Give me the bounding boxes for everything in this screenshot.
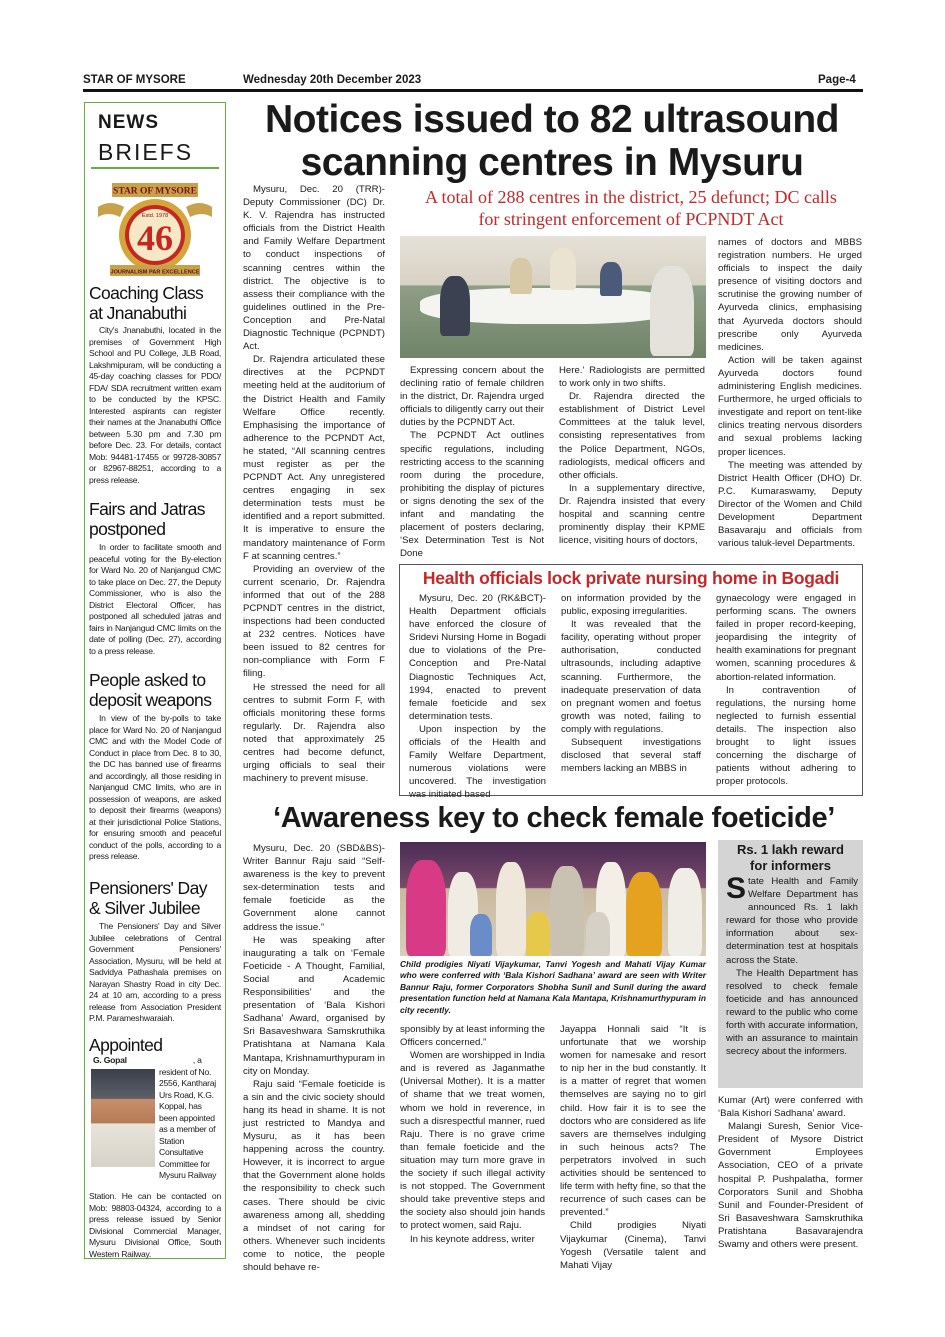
- briefs-title-news: NEWS: [98, 112, 159, 133]
- reward-body: State Health and Family Welfare Department has announced Rs. 1 lakh reward for those who provide information about sex-determination test at hospitals across the State. The Health Department has resolved to check female foeticide and has announced reward to the public who come forth with accurate information, with an assurance to maintain secrecy about the informers.: [726, 872, 858, 1058]
- brief-body: In view of the by-polls to take place for Ward No. 20 of Nanjangud CMC and with the Model Code of Conduct in place from Dec. 8 to 30, the DC has banned use of firearms and accordingly, all those residing in Nanjangud CMC limits, who are in possession of weapons, are asked to deposit their firearms (weapons) at their jurisdictional Police Stations, for ensuring smooth and peaceful conduct of the polls, according to a press release.: [89, 713, 221, 861]
- appointed-body-wrap: [93, 1055, 220, 1182]
- second-article-col3: Jayappa Honnali said “It is unfortunate that we worship women for namesake and resort to nip her in the bud constantly. It is a matter of regret that women themselves are saying no to girl child. How fair it is to see the doctors who are considered as life savers are themselves indulging in such heinous acts? The perpetrators involved in such activities should be sentenced to life term with hefty fine, so that the recurrence of such cases can be prevented.” Child prodigies Niyati Vijaykumar (Cinema), Tanvi Yogesh (Versatile talent and Mahati Vijay: [560, 1024, 706, 1271]
- brief-heading: Fairs and Jatras postponed: [89, 499, 205, 539]
- main-headline-line1: Notices issued to 82 ultrasound: [265, 98, 839, 141]
- award-photo-caption: Child prodigies Niyati Vijaykumar, Tanvi Yogesh and Mahati Vijay Kumar who were conferred with ‘Bala Kishori Sadhana’ award are seen with Writer Bannur Raju, former Corporators Shobha Sunil and Sunil during the award presentation function held at Namana Kala Mantapa, Krishnamurthypuram in city recently.: [400, 959, 706, 1015]
- reward-box: [718, 840, 863, 1088]
- briefs-title-briefs: BRIEFS: [98, 139, 194, 165]
- reward-dropcap: S: [726, 872, 747, 905]
- box-col2: on information provided by the public, exposing irregularities. It was revealed that the facility, operating without proper authorisation, conducted ultrasounds, including adaptive scanning. Furthermore, the inadequate preservation of data on pregnant women and foetus growth was noted, failing to comply with regulations. Subsequent investigations disclosed that several staff members lacking an MBBS in: [561, 593, 701, 775]
- brief-heading: Coaching Class at Jnanabuthi: [89, 283, 204, 323]
- main-article-col2: Expressing concern about the declining ratio of female children in the district, Dr. Rajendra urged officials to diligently carry out their duties by the PCPNDT Act. The PCPNDT Act outlines specific regulations, including restricting access to the scanning room during the procedure, prohibiting the display of pictures or signs denoting the sex of the infant and mandating the placement of posters declaring, ‘Sex Determination Test is Not Done: [400, 365, 544, 560]
- appointed-body-2: Station. He can be contacted on Mob: 98803-04324, according to a press release issued by Senior Divisional Commercial Manager, Mysuru Divisional Office, South Western Railway.: [89, 1191, 221, 1259]
- main-subhead-line2: for stringent enforcement of PCPNDT Act: [478, 209, 784, 229]
- main-headline-line2: scanning centres in Mysuru: [300, 141, 804, 184]
- reward-heading-2: for informers: [750, 858, 831, 873]
- anniversary-logo: [90, 177, 220, 282]
- nursing-home-box: [399, 564, 863, 801]
- issue-date: Wednesday 20th December 2023: [243, 74, 422, 86]
- logo-top-text: STAR OF MYSORE: [113, 186, 197, 197]
- main-subhead-line1: A total of 288 centres in the district, 25 defunct; DC calls: [425, 187, 837, 207]
- logo-number: 46: [137, 218, 173, 258]
- main-article-col3: Here.’ Radiologists are permitted to work only in two shifts. Dr. Rajendra directed the establishment of District Level Committees at the taluk level, consisting representatives from the Police Department, NGOs, radiologists, medical officers and other officials. In a supplementary directive, Dr. Rajendra insisted that every hospital and scanning centre prominently display their KPME licence, visiting hours of doctors,: [559, 365, 705, 547]
- box-col3: gynaecology were engaged in performing scans. The owners failed in proper record-keeping, jeopardising the integrity of health examinations for pregnant women, scanning procedures & abortion-related information. In contravention of regulations, the nursing home neglected to furnish essential details. The inspection also brought to light issues concerning the discharge of patients without adhering to proper protocols.: [716, 593, 856, 788]
- logo-estd-text: Estd. 1978: [141, 213, 169, 219]
- appointed-body-1: , a resident of No. 2556, Kantharaj Urs Road, K.G. Koppal, has been appointed as a member of Station Consultative Committee for Mysuru Railway: [159, 1055, 217, 1180]
- meeting-photo: [400, 236, 706, 358]
- reward-heading-1: Rs. 1 lakh reward: [737, 842, 844, 857]
- second-article-col2: sponsibly by at least informing the Officers concerned.” Women are worshipped in India and is revered as Jaganmathe (Universal Mother). It is a matter of shame that we treat women, whom we hold in reverence, in such a disrespectful manner, rued Raju. There is no grave crime than female foeticide and the situation may turn more grave in the society if such illegal activity is not stopped. The Government should take preventive steps and the society also should join hands to protect women, said Raju. In his keynote address, writer: [400, 1024, 545, 1245]
- brief-heading: People asked to deposit weapons: [89, 670, 212, 710]
- main-article-col1: Mysuru, Dec. 20 (TRR)- Deputy Commissioner (DC) Dr. K. V. Rajendra has instructed officials from the District Health and Family Welfare Department to conduct inspections of scanning centres within the district. The objective is to assess their compliance with the guidelines outlined in the Pre-Conception and Pre-Natal Diagnostic Technique (PCPNDT) Act. Dr. Rajendra articulated these directives at the PCPNDT meeting held at the auditorium of the District Health and Family Welfare Office recently. Emphasising the importance of adherence to the PCPNDT Act, he stated, “All scanning centres must register as per the PCPNDT Act. Any unregistered centres engaging in sex determination tests must be identified and a report submitted. It is imperative to ensure the mandatory maintenance of Form F at scanning centres.” Providing an overview of the current scenario, Dr. Rajendra informed that out of the 288 PCPNDT centres in the district, inspections had been conducted at 232 centres. Notices have been issued to 82 centres for non-compliance with Form F filing. He stressed the need for all centres to submit Form F, with officials monitoring these forms regularly. Dr. Rajendra also noted that approximately 25 centres had become defunct, urging officials to seal their machinery to prevent misuse.: [243, 184, 385, 785]
- brief-body: In order to facilitate smooth and peaceful voting for the By-election for Ward No. 20 of Nanjangud CMC to take place on Dec. 27, the Deputy Commissioner, who is also the District Electoral Officer, has postponed all scheduled jatras and fairs in Nanjangud CMC limits on the date of polling (Dec. 27), according to a press release.: [89, 542, 221, 656]
- second-article-col1: Mysuru, Dec. 20 (SBD&BS)- Writer Bannur Raju said “Self-awareness is the key to prevent sex-determination tests and female foeticide as the Government alone cannot address the issue.” He was speaking after inaugurating a talk on ‘Female Foeticide - A Thought, Familial, Social and Academic Responsibilities’ and the presentation of ‘Bala Kishori Sadhana’ Award, organised by Sri Basaveshwara Samskruthika Pratishtana at Namana Kala Mantapa, Krishnamurthypuram in city on Monday. Raju said “Female foeticide is a sin and the civic society should hang its head in shame. It is not just restricted to Mandya and Mysuru, as it has been happening across the country. However, it is incorrect to argue that the Government alone holds the responsibility to check such cases. There should be civic awareness among all, shedding a mindset of not caring for others. Whenever such incidents come to notice, the people should behave re-: [243, 843, 385, 1273]
- appointee-name: G. Gopal: [93, 1055, 127, 1065]
- header-rule: [83, 89, 863, 92]
- brief-heading: Pensioners' Day & Silver Jubilee: [89, 878, 207, 918]
- box-headline: Health officials lock private nursing home in Bogadi: [422, 568, 840, 588]
- brief-body: The Pensioners' Day and Silver Jubilee celebrations of Central Government Pensioners' Association, Mysuru, will be held at Sadvidya Pathashala premises on Narayan Shastry Road in city Dec. 24 at 10 am, according to a press release from Association President P.M. Parameshwaraiah.: [89, 921, 221, 1023]
- masthead-name: STAR OF MYSORE: [83, 74, 186, 86]
- briefs-title-rule: [91, 167, 219, 169]
- award-photo: [400, 842, 706, 956]
- page-number: Page-4: [818, 74, 856, 86]
- main-article-col4: names of doctors and MBBS registration numbers. He urged officials to inspect the daily presence of visiting doctors and scrutinise the growing number of Ayurveda clinics, emphasising that Ayurveda doctors should prescribe only Ayurveda medicines. Action will be taken against Ayurveda doctors found administering English medicines. Furthermore, he urged officials to investigate and report on tent-like clinics treating nervous disorders and sexual problems lacking proper licences. The meeting was attended by District Health Officer (DHO) Dr. P.C. Kumaraswamy, Deputy Director of the Women and Child Development Department Basavaraju and officials from various taluk-level Departments.: [718, 237, 862, 550]
- news-briefs-sidebar: [84, 102, 226, 1259]
- second-article-col4: Kumar (Art) were conferred with ‘Bala Kishori Sadhana’ award. Malangi Suresh, Senior Vice-President of Mysore District Government Employees Association, CEO of a private hospital P. Pushpalatha, former Corporators Sunil and Shobha Sunil and Founder-President of Sri Basaveshwara Samskruthika Pratishtana Basavarajendra Swamy and others were present.: [718, 1095, 863, 1251]
- brief-body: City's Jnanabuthi, located in the premises of Government High School and PU College, JLB Road, Lakshmipuram, will be conducting a 45-day coaching classes for PDO/ FDA/ SDA recruitment written exam to be conducted by the KPSC. Interested aspirants can register their names at the Jnanabuthi Office between 5.30 pm and 7.30 pm before Dec. 23. For details, contact Mob: 94481-17455 or 99728-30857 or 82967-88251, according to a press release.: [89, 325, 221, 485]
- second-headline: ‘Awareness key to check female foeticide’: [273, 802, 835, 834]
- appointed-heading: Appointed: [89, 1035, 163, 1055]
- appointee-photo: [91, 1069, 155, 1167]
- logo-bottom-text: JOURNALISM PAR EXCELLENCE: [110, 269, 200, 276]
- box-col1: Mysuru, Dec. 20 (RK&BCT)- Health Department officials have enforced the closure of Sridevi Nursing Home in Bogadi due to violations of the Pre-Conception and Pre-Natal Diagnostic Techniques Act, 1994, enacted to prevent female foeticide and sex determination tests. Upon inspection by the officials of the Health and Family Welfare Department, numerous violations were uncovered. The investigation was initiated based: [409, 593, 546, 801]
